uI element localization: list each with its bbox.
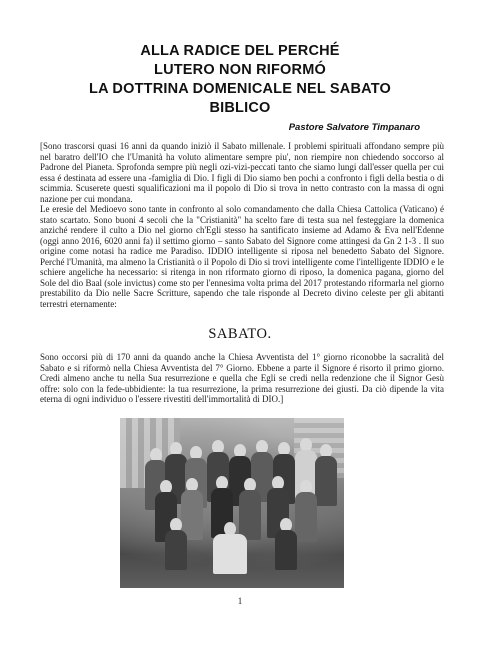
- paragraph-2: Le eresie del Medioevo sono tante in confronto al solo comandamento che dalla Chiesa Cattolica (Vaticano) é stato scartato. Sono buoni 4 secoli che la "Cristianità" ha scelto fare di testa sua nel festeggiare la domenica anziché rendere il culto a Dio nel giorno ch'Egli stesso ha santificato insieme ad Adamo & Eva nell'Edenne (oggi anno 2016, 6020 anni fa) il settimo giorno – santo Sabato del Signore come attingesi da Gn 2 1-3 . Il suo origine come notasi ha radice me Paradiso. IDDIO intelligente si riposa nel benedetto Sabato del Signore. Perché l'Umanità, ma almeno la Cristianità o il Popolo di Dio si trovi intelligente come l'intelligente IDDIO e le schiere angeliche ha necessario: si ritenga in non riformato giorno di riposo, la domenica pagana, giorno del Sole del dio Baal (sole invictus) come sto per l'ennesima volta prima del 2017 protestando riformarla nel giorno prestabilito da Dio nelle Sacre Scritture, sapendo che tale risponde al Decreto divino celeste per gli abitanti terrestri eternamente:: [40, 204, 444, 309]
- author-byline: Pastore Salvatore Timpanaro: [288, 122, 420, 133]
- title-line-4: BIBLICO: [209, 100, 271, 116]
- body-text-intro: [40, 141, 444, 309]
- title-line-2: LUTERO NON RIFORMÓ: [154, 62, 326, 78]
- page-number: 1: [237, 596, 243, 606]
- paragraph-3: Sono occorsi più di 170 anni da quando anche la Chiesa Avventista del 1° giorno riconobbe la sacralità del Sabato e si riformò nella Chiesa Avventista del 7° Giorno. Ebbene a parte il Signore é risorto il primo giorno. Credi almeno anche tu nella Sua resurrezione e quella che Egli se credi nella redenzione che il Signor Gesù offre: solo con la fede-ubbidiente: la tua resurrezione, la prima resurrezione dei giusti. Da ciò dipende la vita eterna di ogni individuo o l'essere rivestiti dell'immortalità di DIO.]: [40, 352, 444, 404]
- document-title: [0, 42, 480, 118]
- group-photo: [120, 418, 344, 588]
- paragraph-1: [Sono trascorsi quasi 16 anni da quando iniziò il Sabato millenale. I problemi spirituali affondano sempre più nel baratro dell'IO che l'Umanità ha voluto alimentare sempre piu', non riempire non chiedendo soccorso al Padrone del Pianeta. Sprofonda sempre più negli ozi-vizi-peccati tanto che siamo lungi dall'esser quella per cui essa é destinata ad essere una -famiglia di Dio. I figli di Dio siamo ben pochi a confronto i figli della bestia o di scimmia. Scuserete questi squalificazioni ma il popolo di Dio si trova in netto contrasto con la massa di ogni nazione per cui mondana.: [40, 141, 444, 204]
- section-heading: SABATO.: [208, 326, 272, 342]
- title-line-3: LA DOTTRINA DOMENICALE NEL SABATO: [89, 81, 391, 97]
- title-line-1: ALLA RADICE DEL PERCHÉ: [140, 43, 340, 59]
